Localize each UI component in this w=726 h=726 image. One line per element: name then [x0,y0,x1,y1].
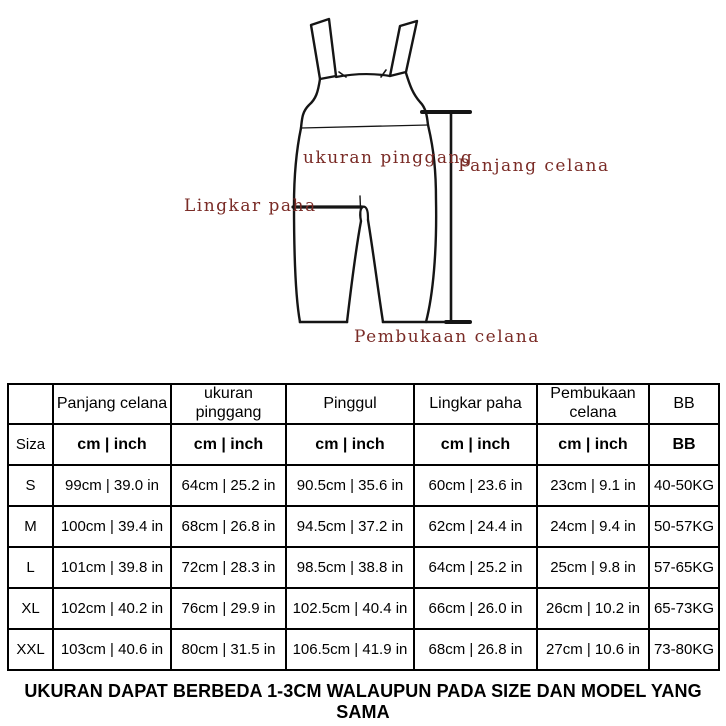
length-label: Panjang celana [458,156,610,176]
value-cell: 64cm | 25.2 in [414,547,537,588]
value-cell: 90.5cm | 35.6 in [286,465,414,506]
size-disclaimer-note: UKURAN DAPAT BERBEDA 1-3CM WALAUPUN PADA SIZE DAN MODEL YANG SAMA [24,681,702,722]
table-row-s [8,465,719,506]
size-cell: XXL [8,629,53,670]
value-cell: 62cm | 24.4 in [414,506,537,547]
left-side-seam [294,128,301,322]
value-cell: 72cm | 28.3 in [171,547,286,588]
unit-cell: cm | inch [414,424,537,465]
table-row-xxl [8,629,719,670]
value-cell: 66cm | 26.0 in [414,588,537,629]
table-row-xl [8,588,719,629]
size-cell: M [8,506,53,547]
chest-left-edge [301,79,320,128]
size-cell: L [8,547,53,588]
value-cell: 26cm | 10.2 in [537,588,649,629]
size-cell: XL [8,588,53,629]
value-cell: 24cm | 9.4 in [537,506,649,547]
unit-cell: cm | inch [537,424,649,465]
unit-cell: cm | inch [53,424,171,465]
table-row-l [8,547,719,588]
weight-cell: 65-73KG [649,588,719,629]
value-cell: 94.5cm | 37.2 in [286,506,414,547]
value-cell: 68cm | 26.8 in [171,506,286,547]
header-pinggul: Pinggul [286,384,414,424]
weight-cell: 73-80KG [649,629,719,670]
weight-cell: 40-50KG [649,465,719,506]
weight-cell: 57-65KG [649,547,719,588]
left-strap [311,19,336,79]
header-bb: BB [649,384,719,424]
value-cell: 76cm | 29.9 in [171,588,286,629]
value-cell: 60cm | 23.6 in [414,465,537,506]
weight-cell: 50-57KG [649,506,719,547]
opening-label: Pembukaan celana [354,327,540,347]
value-cell: 99cm | 39.0 in [53,465,171,506]
right-strap [390,21,417,76]
value-cell: 106.5cm | 41.9 in [286,629,414,670]
value-cell: 27cm | 10.6 in [537,629,649,670]
header-empty [8,384,53,424]
size-table [7,383,720,671]
right-inseam [368,220,383,322]
unit-cell: cm | inch [171,424,286,465]
unit-size-label: Siza [8,424,53,465]
header-lingkar-paha: Lingkar paha [414,384,537,424]
unit-bb: BB [649,424,719,465]
value-cell: 102.5cm | 40.4 in [286,588,414,629]
waist-line [301,125,428,128]
value-cell: 25cm | 9.8 in [537,547,649,588]
value-cell: 101cm | 39.8 in [53,547,171,588]
thigh-label: Lingkar paha [184,196,317,216]
value-cell: 68cm | 26.8 in [414,629,537,670]
chest-right-edge [406,73,428,125]
size-cell: S [8,465,53,506]
table-row-m [8,506,719,547]
table-header-row [8,384,719,424]
unit-cell: cm | inch [286,424,414,465]
value-cell: 80cm | 31.5 in [171,629,286,670]
header-panjang-celana: Panjang celana [53,384,171,424]
waist-label: ukuran pinggang [303,148,474,168]
value-cell: 64cm | 25.2 in [171,465,286,506]
value-cell: 103cm | 40.6 in [53,629,171,670]
value-cell: 98.5cm | 38.8 in [286,547,414,588]
left-inseam [347,221,361,322]
table-unit-row [8,424,719,465]
header-pembukaan-celana: Pembukaan celana [537,384,649,424]
value-cell: 23cm | 9.1 in [537,465,649,506]
value-cell: 102cm | 40.2 in [53,588,171,629]
header-ukuran-pinggang: ukuran pinggang [171,384,286,424]
value-cell: 100cm | 39.4 in [53,506,171,547]
